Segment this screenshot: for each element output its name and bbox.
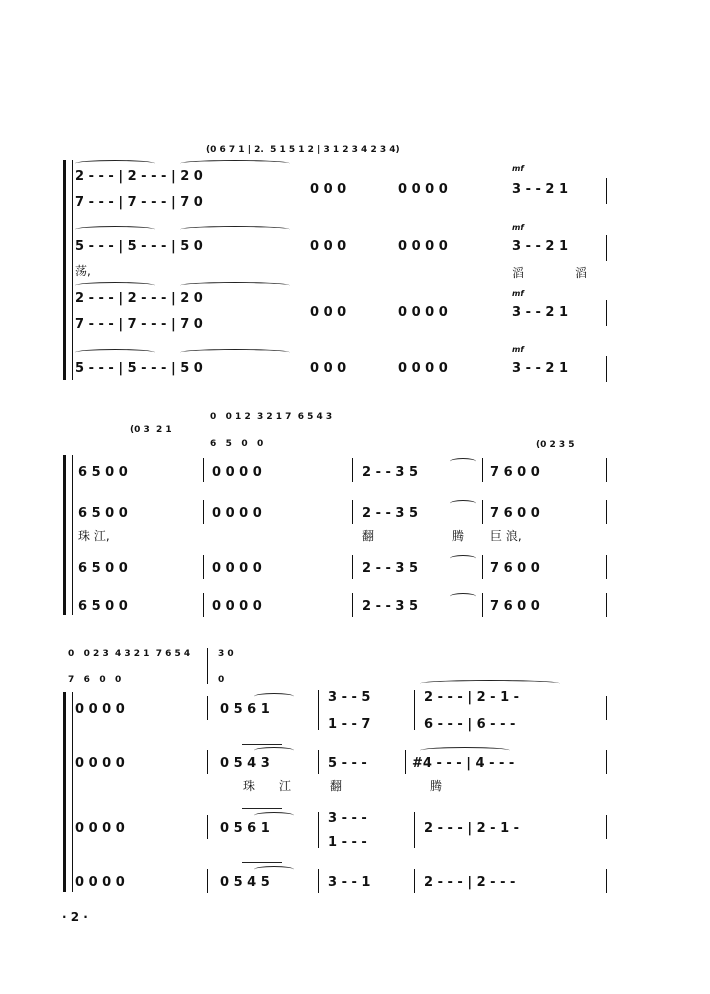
lyric-teng: 腾 bbox=[430, 779, 443, 793]
barline bbox=[414, 812, 415, 848]
measure-2: 0 0 0 0 bbox=[212, 599, 262, 614]
system-barline bbox=[72, 692, 73, 892]
slur bbox=[254, 812, 294, 819]
tie bbox=[180, 160, 290, 167]
tie bbox=[75, 160, 155, 167]
barline bbox=[207, 750, 208, 774]
barline bbox=[318, 812, 319, 848]
tie bbox=[180, 282, 290, 289]
intro-phrase-2: (0 3 2 1 bbox=[130, 425, 172, 435]
measure-2: 0 5 6 1 bbox=[220, 702, 270, 717]
stave-1-row-1: 2 - - - | 2 - - - | 2 0 bbox=[75, 169, 203, 184]
barline bbox=[482, 593, 483, 617]
barline bbox=[606, 696, 607, 720]
measure-3-bottom: 1 - - - bbox=[328, 835, 367, 850]
rest-measure-h: 0 0 0 0 bbox=[398, 361, 448, 376]
barline bbox=[606, 300, 607, 326]
measure-3: 2 - - 3 5 bbox=[362, 465, 419, 480]
rest-measure-d: 0 0 0 0 bbox=[398, 239, 448, 254]
system-bracket bbox=[63, 455, 66, 615]
barline bbox=[606, 555, 607, 579]
crescendo-line bbox=[242, 744, 282, 745]
measure-2: 0 5 4 3 bbox=[220, 756, 270, 771]
dynamic-mf-3: mf bbox=[512, 289, 524, 298]
barline bbox=[318, 750, 319, 774]
rest-measure-b: 0 0 0 0 bbox=[398, 182, 448, 197]
barline bbox=[318, 869, 319, 893]
barline bbox=[207, 869, 208, 893]
system-barline bbox=[72, 455, 73, 615]
measure-3: 2 - - 3 5 bbox=[362, 599, 419, 614]
measure-4: 7 6 0 0 bbox=[490, 465, 540, 480]
measure-2: 0 5 6 1 bbox=[220, 821, 270, 836]
intro-phrase-2-bottom: 6 5 0 0 bbox=[210, 439, 264, 449]
measure-2: 0 0 0 0 bbox=[212, 561, 262, 576]
crescendo-line bbox=[242, 862, 282, 863]
measure-1: 6 5 0 0 bbox=[78, 599, 128, 614]
measure-4-top: 2 - - - | 2 - 1 - bbox=[424, 690, 520, 705]
slur bbox=[450, 500, 476, 507]
lyric-fan: 翻 bbox=[362, 529, 375, 543]
crescendo-line bbox=[242, 808, 282, 809]
barline bbox=[207, 648, 208, 684]
barline bbox=[606, 458, 607, 482]
barline bbox=[606, 235, 607, 261]
barline bbox=[482, 458, 483, 482]
lyric-tao-1: 滔 bbox=[512, 266, 525, 280]
lyric-tao-2: 滔 bbox=[575, 266, 588, 280]
tie bbox=[75, 226, 155, 233]
measure-1: 6 5 0 0 bbox=[78, 506, 128, 521]
measure-4-bottom: 6 - - - | 6 - - - bbox=[424, 717, 516, 732]
measure-2: 0 5 4 5 bbox=[220, 875, 270, 890]
dynamic-mf-1: mf bbox=[512, 164, 524, 173]
measure-3: 2 - - 3 5 bbox=[362, 561, 419, 576]
system-barline bbox=[72, 160, 73, 380]
measure-1: 6 5 0 0 bbox=[78, 561, 128, 576]
measure-3-top: 3 - - - bbox=[328, 811, 367, 826]
barline bbox=[203, 555, 204, 579]
measure-3-bottom: 1 - - 7 bbox=[328, 717, 371, 732]
rest-measure: 0 0 0 0 bbox=[75, 875, 125, 890]
barline bbox=[207, 696, 208, 720]
stave-3-row-2: 7 - - - | 7 - - - | 7 0 bbox=[75, 317, 203, 332]
measure-3-top: 3 - - 5 bbox=[328, 690, 371, 705]
lyric-zhujiang: 珠 江, bbox=[78, 529, 110, 543]
slur bbox=[450, 458, 476, 465]
measure-4: 2 - - - | 2 - - - bbox=[424, 875, 516, 890]
lyric-dang: 荡, bbox=[75, 264, 91, 278]
barline bbox=[203, 458, 204, 482]
rest-measure: 0 0 0 0 bbox=[75, 702, 125, 717]
slur bbox=[254, 693, 294, 700]
intro-phrase-3: (0 2 3 5 bbox=[536, 440, 575, 450]
tie bbox=[420, 680, 560, 687]
barline bbox=[606, 356, 607, 382]
barline bbox=[606, 750, 607, 774]
intro-phrase-4-bottom: 7 6 0 0 bbox=[68, 675, 122, 685]
barline bbox=[405, 750, 406, 774]
end-measure-4: 3 - - 2 1 bbox=[512, 361, 569, 376]
barline bbox=[352, 555, 353, 579]
rest-measure: 0 0 0 0 bbox=[75, 756, 125, 771]
lyric-julang: 巨 浪, bbox=[490, 529, 522, 543]
page-number: · 2 · bbox=[62, 910, 88, 924]
slur bbox=[450, 555, 476, 562]
barline bbox=[207, 815, 208, 839]
barline bbox=[318, 690, 319, 730]
rest-measure-e: 0 0 0 bbox=[310, 305, 347, 320]
tie bbox=[180, 349, 290, 356]
lyric-jiang: 江 bbox=[279, 779, 292, 793]
barline bbox=[606, 500, 607, 524]
barline bbox=[606, 178, 607, 204]
intro-phrase-1: (0 6 7 1 | 2. 5 1 5 1 2 | 3 1 2 3 4 2 3 4) bbox=[206, 145, 400, 155]
stave-3-row-1: 2 - - - | 2 - - - | 2 0 bbox=[75, 291, 203, 306]
barline bbox=[352, 458, 353, 482]
measure-4: 7 6 0 0 bbox=[490, 561, 540, 576]
dynamic-mf-2: mf bbox=[512, 223, 524, 232]
rest-measure-f: 0 0 0 0 bbox=[398, 305, 448, 320]
stave-2: 5 - - - | 5 - - - | 5 0 bbox=[75, 239, 203, 254]
intro-end-bottom: 0 bbox=[218, 675, 225, 685]
slur bbox=[450, 593, 476, 600]
barline bbox=[482, 500, 483, 524]
barline bbox=[203, 593, 204, 617]
barline bbox=[203, 500, 204, 524]
stave-1-row-2: 7 - - - | 7 - - - | 7 0 bbox=[75, 195, 203, 210]
measure-4: 2 - - - | 2 - 1 - bbox=[424, 821, 520, 836]
end-measure-2: 3 - - 2 1 bbox=[512, 239, 569, 254]
intro-end-top: 3 0 bbox=[218, 649, 234, 659]
barline bbox=[414, 690, 415, 730]
tie bbox=[420, 747, 510, 754]
lyric-fan: 翻 bbox=[330, 779, 343, 793]
measure-2: 0 0 0 0 bbox=[212, 465, 262, 480]
slur bbox=[254, 747, 294, 754]
barline bbox=[352, 593, 353, 617]
system-bracket bbox=[63, 692, 66, 892]
measure-3: 2 - - 3 5 bbox=[362, 506, 419, 521]
measure-4: #4 - - - | 4 - - - bbox=[412, 756, 515, 771]
stave-4: 5 - - - | 5 - - - | 5 0 bbox=[75, 361, 203, 376]
barline bbox=[606, 593, 607, 617]
end-measure-3: 3 - - 2 1 bbox=[512, 305, 569, 320]
tie bbox=[75, 282, 155, 289]
lyric-zhu: 珠 bbox=[243, 779, 256, 793]
rest-measure: 0 0 0 0 bbox=[75, 821, 125, 836]
barline bbox=[606, 815, 607, 839]
intro-phrase-2-top: 0 0 1 2 3 2 1 7 6 5 4 3 bbox=[210, 412, 333, 422]
measure-2: 0 0 0 0 bbox=[212, 506, 262, 521]
barline bbox=[482, 555, 483, 579]
rest-measure-c: 0 0 0 bbox=[310, 239, 347, 254]
tie bbox=[75, 349, 155, 356]
measure-4: 7 6 0 0 bbox=[490, 599, 540, 614]
barline bbox=[606, 869, 607, 893]
lyric-teng: 腾 bbox=[452, 529, 465, 543]
intro-phrase-4-top: 0 0 2 3 4 3 2 1 7 6 5 4 bbox=[68, 649, 191, 659]
tie bbox=[180, 226, 290, 233]
measure-4: 7 6 0 0 bbox=[490, 506, 540, 521]
measure-3: 5 - - - bbox=[328, 756, 367, 771]
system-bracket bbox=[63, 160, 66, 380]
end-measure-1: 3 - - 2 1 bbox=[512, 182, 569, 197]
measure-3: 3 - - 1 bbox=[328, 875, 371, 890]
dynamic-mf-4: mf bbox=[512, 345, 524, 354]
barline bbox=[414, 869, 415, 893]
rest-measure-g: 0 0 0 bbox=[310, 361, 347, 376]
measure-1: 6 5 0 0 bbox=[78, 465, 128, 480]
barline bbox=[352, 500, 353, 524]
slur bbox=[254, 866, 294, 873]
rest-measure-a: 0 0 0 bbox=[310, 182, 347, 197]
